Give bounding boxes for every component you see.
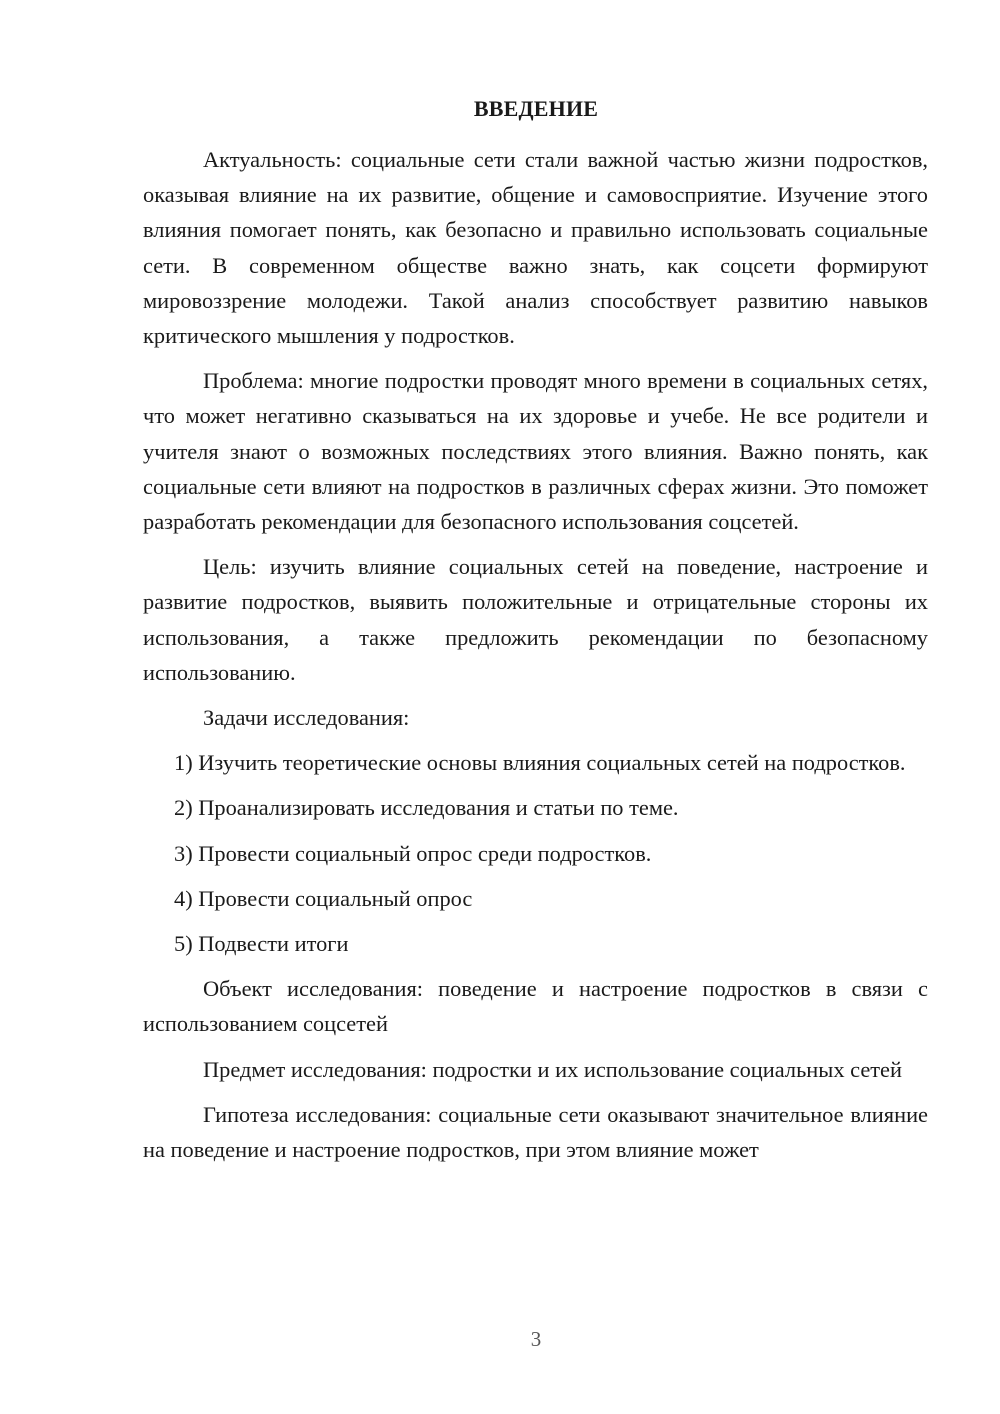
paragraph-object: Объект исследования: поведение и настроение подростков в связи с использованием соцсетей bbox=[143, 976, 928, 1037]
paragraph-hypothesis: Гипотеза исследования: социальные сети оказывают значительное влияние на поведение и настроение подростков, при этом влияние может bbox=[143, 1101, 928, 1163]
task-item: 2) Проанализировать исследования и статьи по теме. bbox=[174, 795, 679, 821]
paragraph-subject: Предмет исследования: подростки и их использование социальных сетей bbox=[203, 1056, 902, 1082]
paragraph-tasks-heading: Задачи исследования: bbox=[203, 705, 410, 731]
task-item: 1) Изучить теоретические основы влияния социальных сетей на подростков. bbox=[174, 750, 906, 776]
task-item: 3) Провести социальный опрос среди подростков. bbox=[174, 840, 652, 866]
paragraph-problem: Проблема: многие подростки проводят много времени в социальных сетях, что может негативно сказываться на их здоровье и учебе. Не все родители и учителя знают о возможных последствиях этого влияния. Важно понять, как социальные сети влияют на подростков в различных сферах жизни. Это поможет разработать рекомендации для безопасного использования соцсетей. bbox=[143, 368, 928, 535]
body-text bbox=[143, 142, 928, 1177]
page-title: ВВЕДЕНИЕ bbox=[473, 96, 599, 121]
paragraph-relevance: Актуальность: социальные сети стали важной частью жизни подростков, оказывая влияние на их развитие, общение и самовосприятие. Изучение этого влияния помогает понять, как безопасно и правильно использовать социальные сети. В современном обществе важно знать, как соцсети формируют мировоззрение молодежи. Такой анализ способствует развитию навыков критического мышления у подростков. bbox=[143, 147, 928, 349]
task-item: 5) Подвести итоги bbox=[174, 931, 349, 957]
task-item: 4) Провести социальный опрос bbox=[174, 885, 473, 911]
paragraph-goal: Цель: изучить влияние социальных сетей на поведение, настроение и развитие подростков, выявить положительные и отрицательные стороны их использования, а также предложить рекомендации по безопасному использованию. bbox=[143, 554, 928, 685]
page-number: 3 bbox=[530, 1327, 542, 1351]
